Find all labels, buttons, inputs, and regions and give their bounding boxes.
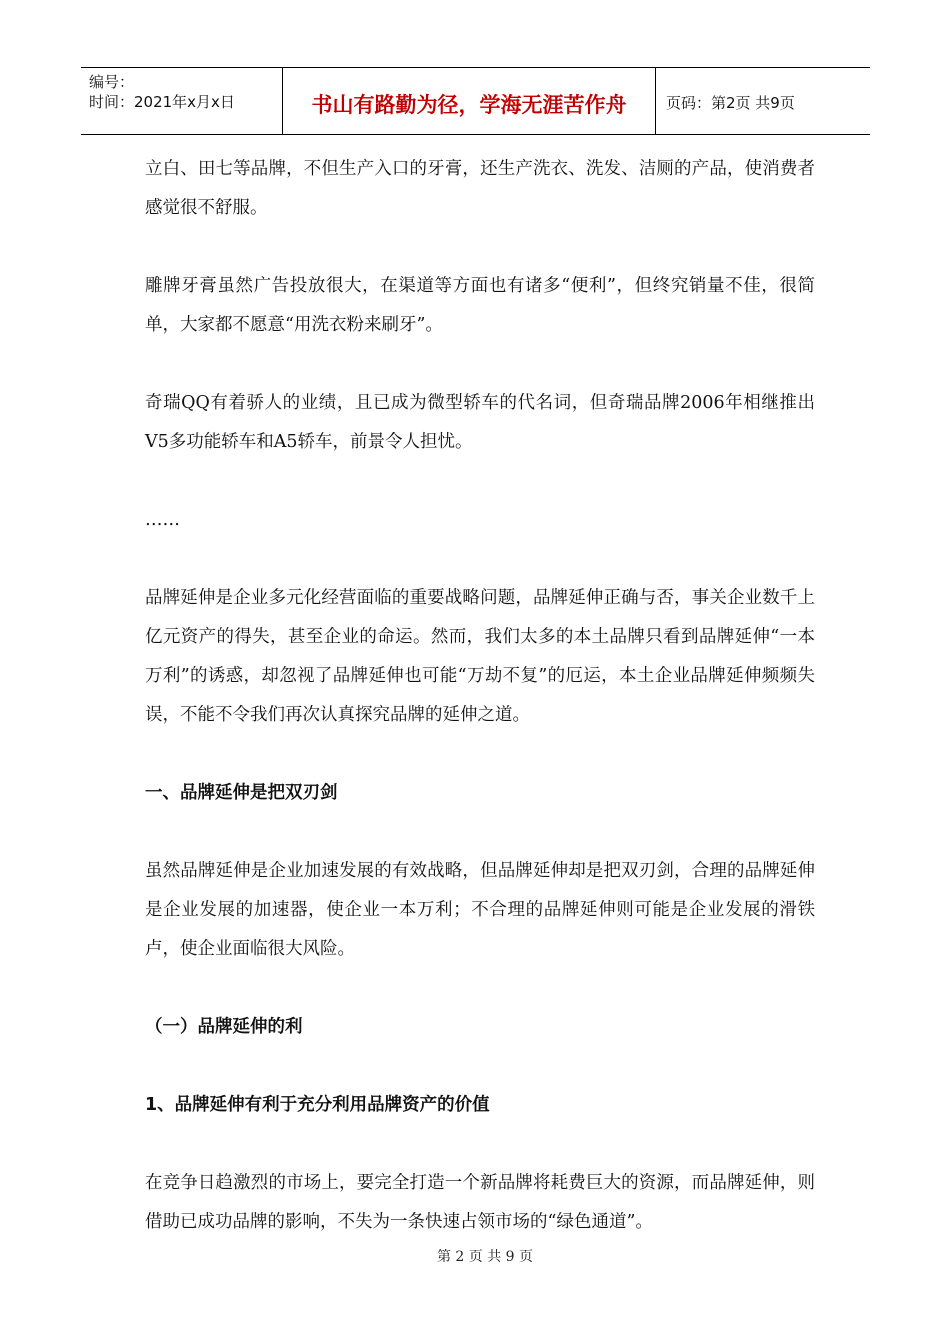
point-heading-1: 1、品牌延伸有利于充分利用品牌资产的价值 (145, 1095, 490, 1115)
paragraph-4: 品牌延伸是企业多元化经营面临的重要战略问题，品牌延伸正确与否，事关企业数千上亿元资产的得失，甚至企业的命运。然而，我们太多的本土品牌只看到品牌延伸“一本万利”的诱惑，却忽视了品牌延伸也可能“万劫不复”的厄运，本土企业品牌延伸频频失误，不能不令我们再次认真探究品牌的延伸之道。 (145, 588, 815, 725)
page-header (81, 67, 870, 135)
paragraph-3: 奇瑞QQ有着骄人的业绩，且已成为微型轿车的代名词，但奇瑞品牌2006年相继推出V5多功能轿车和A5轿车，前景令人担忧。 (145, 393, 815, 452)
document-body (145, 150, 815, 1242)
document-time-label: 时间：2021年x月x日 (89, 93, 235, 111)
ellipsis-line: …… (145, 510, 180, 530)
paragraph-5: 虽然品牌延伸是企业加速发展的有效战略，但品牌延伸却是把双刃剑，合理的品牌延伸是企业发展的加速器，使企业一本万利；不合理的品牌延伸则可能是企业发展的滑铁卢，使企业面临很大风险。 (145, 861, 815, 959)
header-meta (81, 68, 283, 134)
paragraph-1: 立白、田七等品牌，不但生产入口的牙膏，还生产洗衣、洗发、洁厕的产品，使消费者感觉很不舒服。 (145, 159, 815, 218)
paragraph-2: 雕牌牙膏虽然广告投放很大，在渠道等方面也有诸多“便利”，但终究销量不佳，很简单，大家都不愿意“用洗衣粉来刷牙”。 (145, 276, 815, 335)
page-footer: 第 2 页 共 9 页 (436, 1249, 534, 1265)
header-page-info: 页码：第2页 共9页 (666, 93, 795, 112)
header-motto: 书山有路勤为径，学海无涯苦作舟 (283, 68, 656, 134)
document-number-label: 编号： (89, 73, 135, 91)
subsection-heading: （一）品牌延伸的利 (145, 1017, 303, 1037)
paragraph-6: 在竞争日趋激烈的市场上，要完全打造一个新品牌将耗费巨大的资源，而品牌延伸，则借助已成功品牌的影响，不失为一条快速占领市场的“绿色通道”。 (145, 1173, 815, 1232)
section-heading-1: 一、品牌延伸是把双刃剑 (145, 783, 338, 803)
